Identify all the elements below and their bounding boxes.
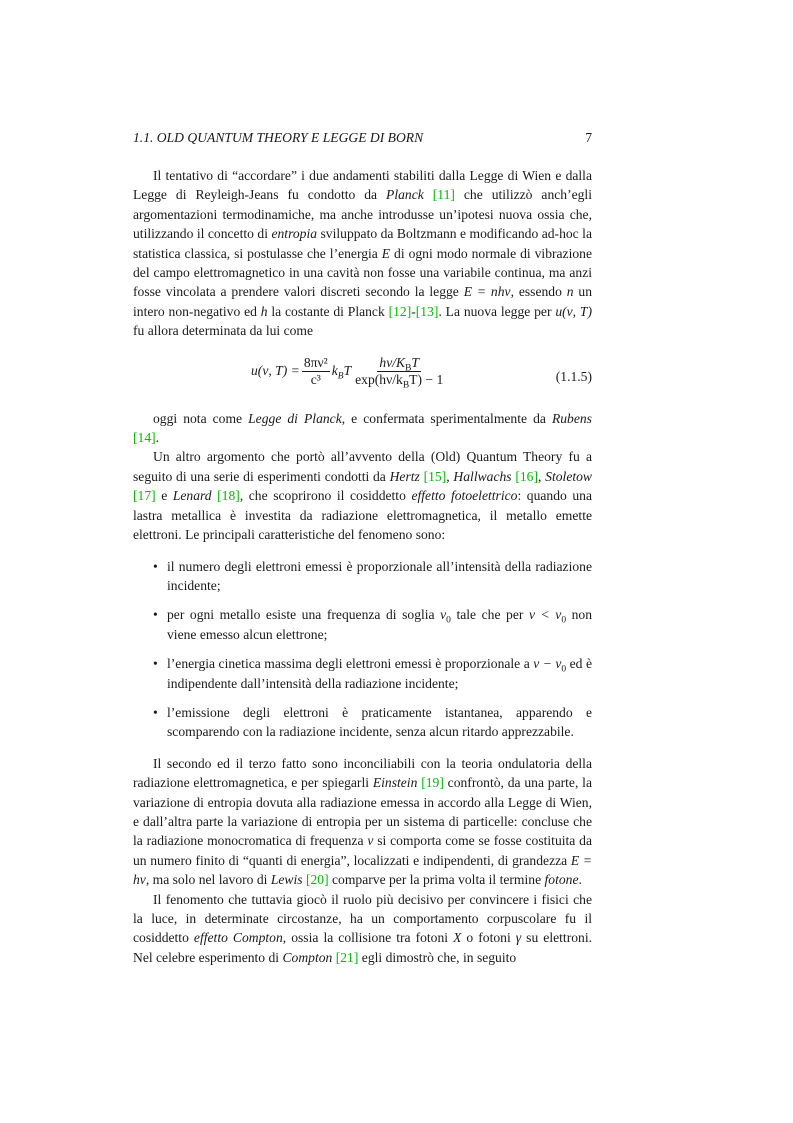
- list-item: • per ogni metallo esiste una frequenza di soglia $\nu_0$ tale che per $\nu < \nu_0$ non viene emesso alcun elettrone;: [133, 605, 592, 644]
- equation-formula: u(ν, T) = $\frac{\text{8πν²}}{\text{c³}}$ $k_BT$ $\frac{h\nu/K_BT}{\exp(h\nu/k_BT) - 1}$: [251, 354, 444, 391]
- equation-number: (1.1.5): [555, 368, 592, 384]
- planck-equation: [133, 351, 592, 403]
- list-item: • l’energia cinetica massima degli elettroni emessi è proporzionale a $\nu - \nu_0$ ed è indipendente dall’intensità della radiazione incidente;: [133, 654, 592, 693]
- citation-link[interactable]: [13]: [415, 303, 439, 319]
- feature-list: [133, 557, 592, 742]
- body-text: [133, 166, 592, 967]
- citation-link[interactable]: [18]: [217, 488, 240, 504]
- citation-link[interactable]: [21]: [335, 949, 359, 965]
- paragraph: Il fenomento che tuttavia giocò il ruolo più decisivo per convincere i fisici che la luce, in determinate circostanze, ha un comportamento corpuscolare fu il cosiddetto effetto Compton, ossia la collisione tra fotoni X o fotoni γ su elettroni. Nel celebre esperimento di Compton [21] egli dimostrò che, in seguito: [133, 891, 592, 965]
- citation-link[interactable]: [12]: [388, 303, 412, 319]
- citation-link[interactable]: [17]: [133, 488, 156, 504]
- paragraph: oggi nota come Legge di Planck, e confermata sperimentalmente da Rubens [14].: [133, 410, 592, 446]
- section-title: 1.1. OLD QUANTUM THEORY E LEGGE DI BORN: [133, 130, 424, 145]
- list-item: • l’emissione degli elettroni è praticamente istantanea, apparendo e scomparendo con la radiazione incidente, senza alcun ritardo apprezzabile.: [133, 703, 592, 742]
- fraction: $\frac{h\nu/K_BT}{\exp(h\nu/k_BT) - 1}$: [355, 354, 444, 391]
- paragraph: Il tentativo di “accordare” i due andamenti stabiliti dalla Legge di Wien e dalla Legge di Reyleigh-Jeans fu condotto da Planck [11] che utilizzò anch’egli argomentazioni termodinamiche, ma anche introdusse un’ipotesi nuova ossia che, utilizzando il concetto di entropia sviluppato da Boltzmann e modificando ad-hoc la statistica classica, si postulasse che l’energia E di ogni modo normale di vibrazione del campo elettromagnetico in una cavità non fosse una variabile continua, ma anzi fosse vincolata a prendere valori discreti secondo la legge E = nhν, essendo n un intero non-negativo ed h la costante di Planck [12]-[13]. La nuova legge per u(ν, T) fu allora determinata da lui come: [133, 168, 593, 339]
- citation-link[interactable]: [16]: [515, 468, 538, 484]
- page-number: 7: [585, 130, 592, 145]
- paragraph: Il secondo ed il terzo fatto sono inconciliabili con la teoria ondulatoria della radiazione elettromagnetica, e per spiegarli Einstein [19] confrontò, da una parte, la variazione di entropia dovuta alla radiazione emessa in accordo alla Legge di Wien, e dall’altra parte la variazione di entropia per un sistema di particelle: concluse che la radiazione monocromatica di frequenza ν si comporta come se fosse costituita da un numero finito di “quanti di energia”, localizzati e indipendenti, di grandezza E = hν, ma solo nel lavoro di Lewis [20] comparve per la prima volta il termine fotone.: [133, 755, 592, 888]
- fraction: $\frac{\text{8πν²}}{\text{c³}}$: [303, 354, 328, 387]
- citation-link[interactable]: [19]: [421, 775, 444, 791]
- paragraph: Un altro argomento che portò all’avvento della (Old) Quantum Theory fu a seguito di una serie di esperimenti condotti da Hertz [15], Hallwachs [16], Stoletow [17] e Lenard [18], che scoprirono il cosiddetto effetto fotoelettrico: quando una lastra metallica è investita da radiazione elettromagnetica, il metallo emette elettroni. Le principali caratteristiche del fenomeno sono:: [133, 449, 592, 543]
- citation-link[interactable]: [14]: [133, 430, 156, 446]
- citation-link[interactable]: [20]: [305, 872, 329, 888]
- list-item: • il numero degli elettroni emessi è proporzionale all’intensità della radiazione incidente;: [133, 557, 592, 596]
- citation-link[interactable]: [15]: [423, 468, 447, 484]
- citation-link[interactable]: [11]: [432, 187, 455, 203]
- running-header: [133, 130, 592, 146]
